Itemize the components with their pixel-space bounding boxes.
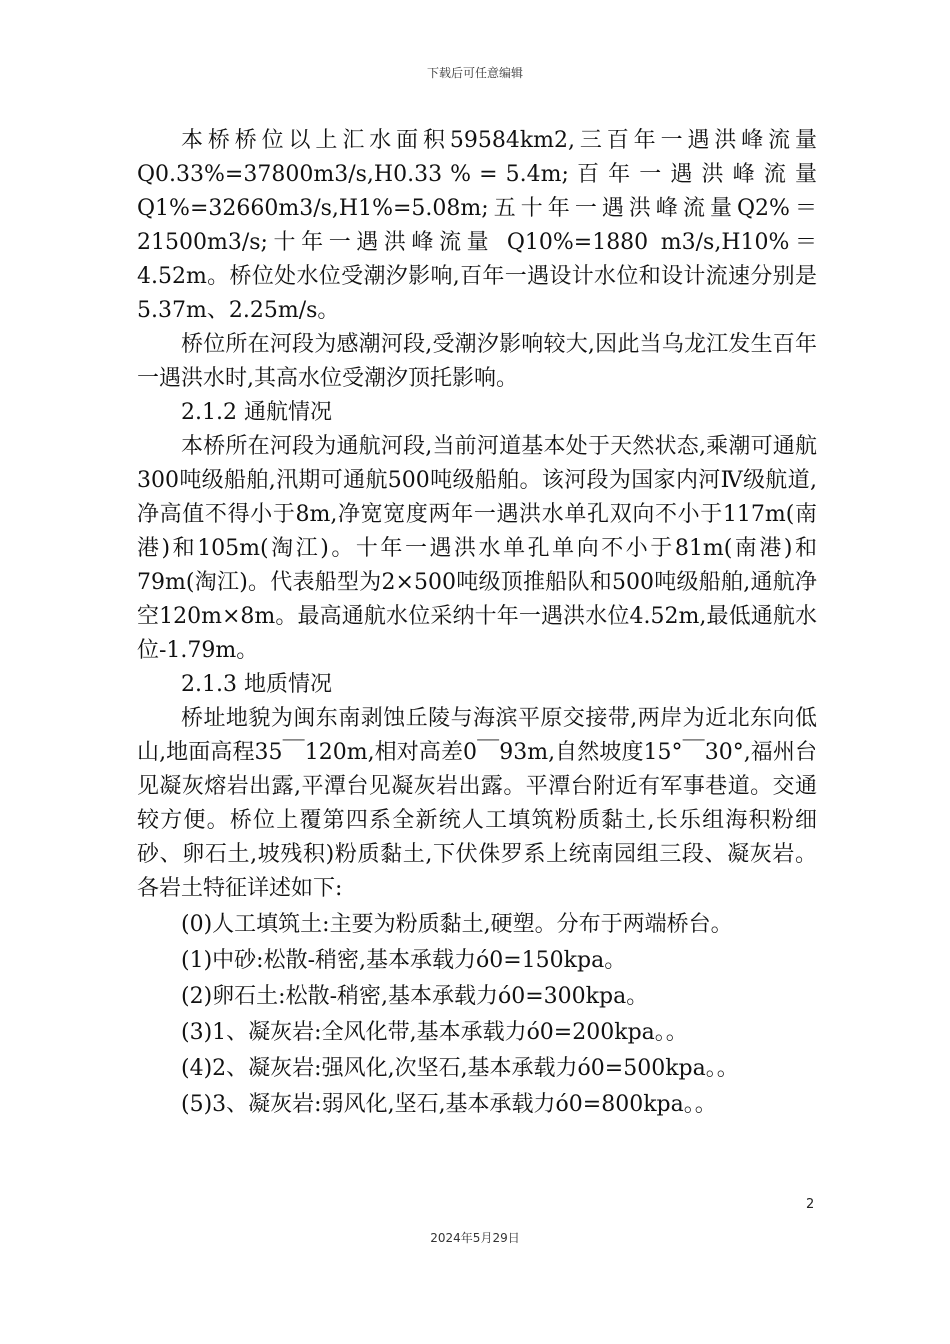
soil-item-1: (1)中砂:松散-稍密,基本承载力ό0=150kpa。 (181, 948, 627, 973)
soil-item-5: (5)3、凝灰岩:弱风化,坚石,基本承载力ό0=800kpa。。 (181, 1092, 717, 1117)
document-body (137, 124, 817, 1122)
soil-item-2: (2)卵石土:松散-稍密,基本承载力ό0=300kpa。 (181, 984, 649, 1009)
page-number: 2 (806, 1197, 815, 1212)
paragraph-flood-data: 本桥桥位以上汇水面积59584km2,三百年一遇洪峰流量Q0.33%=37800m3/s,H0.33 % = 5.4m; 百 年 一 遇 洪 峰 流 量 Q1%=32660m3/s,H1%=5.08m;五十年一遇洪峰流量Q2%＝21500m3/s;十年一遇洪峰流量 Q10%=1880 m3/s,H10%＝4.52m。桥位处水位受潮汐影响,百年一遇设计水位和设计流速分别是5.37m、2.25m/s。 (137, 128, 817, 323)
paragraph-navigation: 本桥所在河段为通航河段,当前河道基本处于天然状态,乘潮可通航300吨级船舶,汛期可通航500吨级船舶。该河段为国家内河Ⅳ级航道,净高值不得小于8m,净宽宽度两年一遇洪水单孔双向不小于117m(南港)和105m(淘江)。十年一遇洪水单孔单向不小于81m(南港)和79m(淘江)。代表船型为2×500吨级顶推船队和500吨级船舶,通航净空120m×8m。最高通航水位采纳十年一遇洪水位4.52m,最低通航水位-1.79m。 (137, 434, 817, 663)
page-footer-date: 2024年5月29日 (430, 1231, 520, 1245)
section-heading-geology: 2.1.3 地质情况 (181, 672, 332, 697)
soil-item-4: (4)2、凝灰岩:强风化,次坚石,基本承载力ό0=500kpa。。 (181, 1056, 739, 1081)
soil-item-3: (3)1、凝灰岩:全风化带,基本承载力ό0=200kpa。。 (181, 1020, 688, 1045)
section-heading-navigation: 2.1.2 通航情况 (181, 400, 332, 425)
paragraph-geology: 桥址地貌为闽东南剥蚀丘陵与海滨平原交接带,两岸为近北东向低山,地面高程35￣120m,相对高差0￣93m,自然坡度15°￣30°,福州台见凝灰熔岩出露,平潭台见凝灰岩出露。平潭台附近有军事巷道。交通较方便。桥位上覆第四系全新统人工填筑粉质黏土,长乐组海积粉细砂、卵石土,坡残积)粉质黏土,下伏侏罗系上统南园组三段、凝灰岩。各岩土特征详述如下: (137, 706, 817, 901)
page-header: 下载后可任意编辑 (426, 66, 523, 80)
soil-item-0: (0)人工填筑土:主要为粉质黏土,硬塑。分布于两端桥台。 (181, 912, 733, 937)
paragraph-tidal-effect: 桥位所在河段为感潮河段,受潮汐影响较大,因此当乌龙江发生百年一遇洪水时,其高水位受潮汐顶托影响。 (137, 332, 817, 391)
